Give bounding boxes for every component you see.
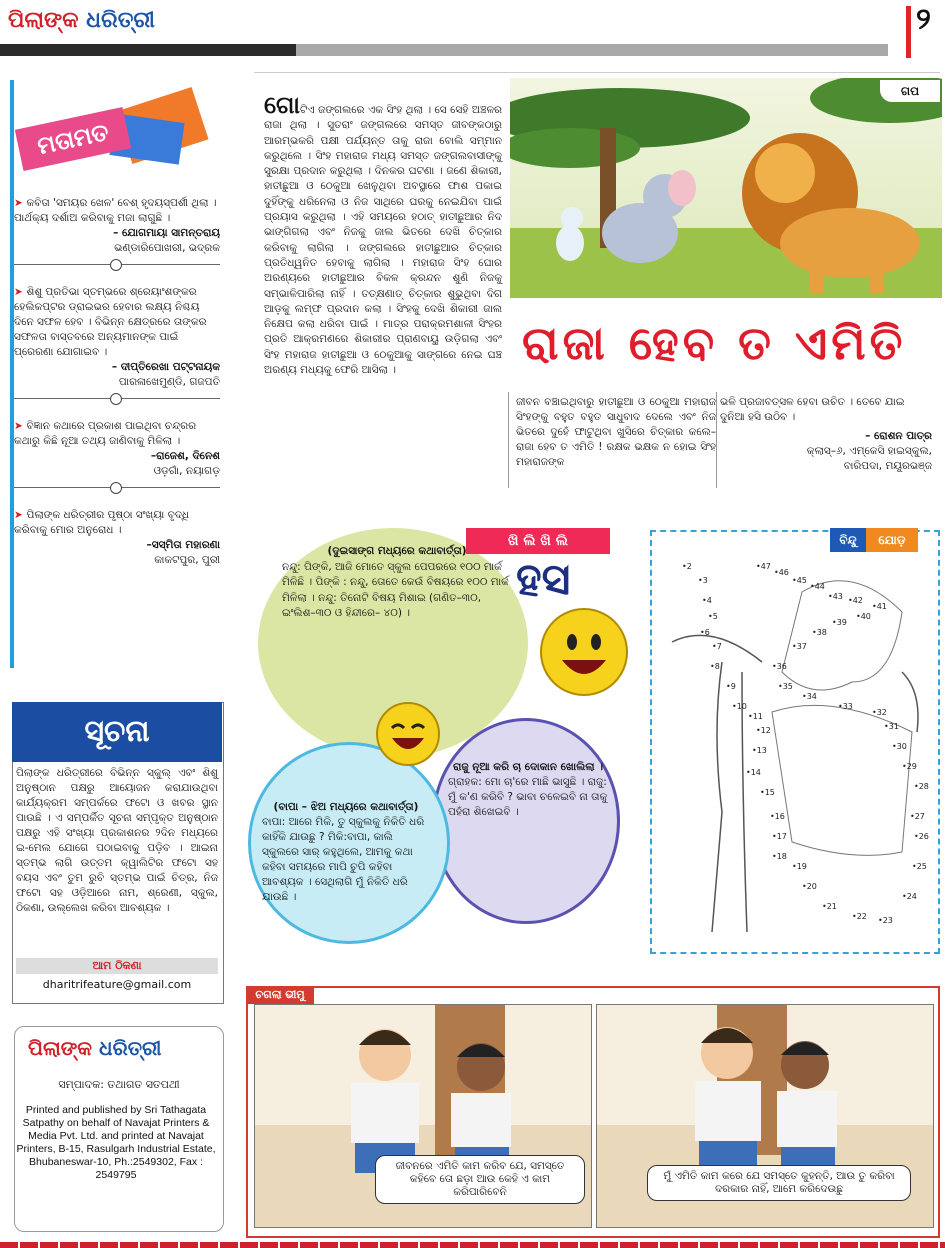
dot-number: •44	[810, 582, 825, 591]
dot-number: •24	[902, 892, 917, 901]
dot-number: •21	[822, 902, 837, 911]
opinion-title: ମତାମତ	[15, 107, 131, 171]
story-author: – ରୋଶନ ପାତ୍ର	[865, 430, 932, 442]
footer-rule	[0, 1242, 945, 1248]
letters-list	[14, 196, 220, 576]
divider-ornament	[14, 398, 220, 409]
joke-text: ନନ୍ଦୁ: ପିଙ୍କି, ଆଜି ମୋତେ ସ୍କୁଲ ପେପରରେ ୧୦୦ ମାର୍କ ମିଳିଛି । ପିଙ୍କି : ନନ୍ଦୁ, ତୋତେ କେଉଁ ବିଷୟରେ ୧୦୦ ମାର୍କ ମିଳିଲା । ନନ୍ଦୁ: ତିନୋଟି ବିଷୟ ମିଶାଇ (ଗଣିତ–୩୦, ଇଂଲିଶ–୩୦ ଓ ହିନ୍ଦୀରେ– ୪୦) ।	[282, 560, 509, 619]
dot-number: •5	[708, 612, 718, 621]
logo-text-2: ଧରିତ୍ରୀ	[86, 8, 155, 33]
letter-item	[14, 508, 220, 568]
joke-text: ଗ୍ରାହକ: ମୋ ଚା'ରେ ମାଛି ଭାସୁଛି । ରାଜୁ: ମୁଁ କ'ଣ କରିବି ? ଭାବା ଚଳେଇବି ନା ତାକୁ ପହଁରା ଶିଖେଇବି ।	[448, 776, 608, 818]
smiley-face-icon	[542, 610, 626, 694]
dot-number: •6	[700, 628, 710, 637]
page-number: ୨	[916, 2, 931, 37]
header-rule-light	[296, 44, 888, 56]
dot-number: •14	[746, 768, 761, 777]
dot-number: •36	[772, 662, 787, 671]
contact-email[interactable]: dharitrifeature@gmail.com	[42, 978, 192, 991]
dot-number: •47	[756, 562, 771, 571]
jungle-scene-image	[510, 78, 942, 298]
editor-line: ସମ୍ପାଦକ: ତଥାଗତ ସତପଥୀ	[58, 1078, 180, 1091]
address-label: ଆମ ଠିକଣା	[16, 958, 218, 974]
dot-number: •27	[910, 812, 925, 821]
story-text: ଟିଏ ଜଙ୍ଗଲରେ ଏକ ସିଂହ ଥିଲା । ସେ ସେହି ଅଞ୍ଚଳର ରାଜା ଥିଲା । ସୁତରାଂ ଜଙ୍ଗଲରେ ସମସ୍ତ ଜୀବଙ୍କଠାରୁ ଆରମ୍ଭକରି ପକ୍ଷୀ ପର୍ଯ୍ୟନ୍ତ ତାକୁ ରାଜା ବୋଲି ସମ୍ମାନ କରୁଥିଲେ । ସିଂହ ମହାରାଜ ମଧ୍ୟ ସମସ୍ତ ଜଙ୍ଗଲବାସୀଙ୍କୁ ସୁରକ୍ଷା ପ୍ରଦାନ କରୁଥିଲା । ଦିନକର ଘଟଣା । ଜଣେ ଶିକାରୀ, ହାତୀଛୁଆ ଓ ଠେକୁଆ ଖେଳୁଥିବା ଅବସ୍ଥାରେ ଫାଶ ପକାଇ ଦୁହିଁଙ୍କୁ ଧରିନେଲା ଓ ନିଜ ସାଥିରେ ଘରକୁ ନେଇଯିବା ପାଇଁ ପ୍ରୟାସ କରୁଥିଲା । ଏହି ସମୟରେ ହଠାତ୍ ହାତୀଛୁଆର ନିଦ ଭାଙ୍ଗିଗଲା ଏବଂ ନିଜକୁ ଜାଲ ଭିତରେ ଦେଖି ଚିତ୍କାର କରିବାକୁ ଲାଗିଲା । ଜଙ୍ଗଲରେ ହାତୀଛୁଆର ଚିତ୍କାର ପ୍ରତିଧ୍ୱନିତ ହେବାକୁ ଲାଗିଲା । ମହାରାଜ ସିଂହ ଘୋର ଅରଣ୍ୟରେ ହାତୀଛୁଆର ବିକଳ କ୍ରନ୍ଦନ ଶୁଣି ନିଜକୁ ସମ୍ଭାଳିପାରିଲା ନାହିଁ । ତତ୍‌କ୍ଷଣାତ୍ ଚିତ୍କାର ଶୁଭୁଥିବା ଦିଗ ଆଡ଼କୁ ଲମ୍ଫ ପ୍ରଦାନ କଲା । ସିଂହକୁ ଦେଖି ଶିକାରୀ ଜାଲ ନିକ୍ଷେପ କଲା ଧରିବା ପାଇଁ । ମାତ୍ର ପରାକ୍ରମଶାଳୀ ସିଂହର ପ୍ରତି ଆକ୍ରମଣରେ ଶିକାରୀର ପ୍ରାଣବାୟୁ ଉଡ଼ିଗଲା ଏବଂ ସିଂହ ମହାରାଜ ହାତୀଛୁଆ ଓ ଠେକୁଆକୁ ସାଙ୍ଗରେ ନେଇ ଘଞ୍ଚ ଅରଣ୍ୟ ମଧ୍ୟକୁ ଫେରି ଆସିଲା ।	[264, 104, 502, 377]
dot-number: •32	[872, 708, 887, 717]
comic-tag: ଚଗଲା ଭୀମୁ	[246, 986, 314, 1004]
story-headline: ରାଜା ହେବ ତ ଏମିତି	[522, 316, 907, 370]
joke-heading: ରାଜୁ ନୂଆ କରି ଚା ଦୋକାନ ଖୋଲିଲା ।	[453, 761, 603, 773]
dot-number: •15	[760, 788, 775, 797]
column-divider	[716, 392, 717, 488]
dot-number: •17	[772, 832, 787, 841]
dot-number: •39	[832, 618, 847, 627]
masthead-logo	[8, 8, 155, 33]
speech-bubble: ମୁଁ ଏମିତି କାମ କରେ ଯେ ସମସ୍ତେ କୁହନ୍ତି, ଆଉ ତୁ କରିବା ଦରକାର ନାହିଁ, ଆମେ କରିଦେଉଛୁ	[647, 1165, 911, 1201]
dot-number: •28	[914, 782, 929, 791]
speech-bubble: ଜୀବନରେ ଏମିତି କାମ କରିବ ଯେ, ସମସ୍ତେ କହିବେ ତୋ ଛଡ଼ା ଆଉ କେହି ଏ କାମ କରିପାରିବେନି	[375, 1155, 585, 1204]
letter-place: ପାରଳାଖେମୁଣ୍ଡି, ଗଜପତି	[118, 376, 220, 388]
dot-number: •31	[884, 722, 899, 731]
dot-number: •30	[892, 742, 907, 751]
section-tag: ଗପ	[880, 80, 940, 102]
letter-text: ବିଜ୍ଞାନ କଥାରେ ପ୍ରକାଶ ପାଇଥିବା ଚନ୍ଦ୍ରର କଥାରୁ କିଛି ନୂଆ ତଥ୍ୟ ଜାଣିବାକୁ ମିଳିଲା ।	[14, 420, 197, 447]
joke-2	[262, 800, 430, 905]
dot-number: •42	[848, 596, 863, 605]
arrow-icon: ➤	[14, 197, 27, 209]
letter-text: ଶିଶୁ ପ୍ରତିଭା ସ୍ତମ୍ଭରେ ଶ୍ରେୟାଂଶଙ୍କର ହେଲିକପ୍ଟର ଡ୍ରାଇଭର ହେବାର ଲକ୍ଷ୍ୟ ନିଶ୍ଚୟ ଦିନେ ସଫଳ ହେବ । ବିଭିନ୍ନ କ୍ଷେତ୍ରରେ ତାଙ୍କର ସଫଳତା ବାସ୍ତବରେ ଅନ୍ୟମାନଙ୍କ ପାଇଁ ପ୍ରେରଣା ଯୋଗାଇବ ।	[14, 286, 207, 358]
letter-item	[14, 419, 220, 479]
dot-number: •13	[752, 746, 767, 755]
story-author-place: ବାରିପଦା, ମୟୂରଭଞ୍ଜ	[843, 460, 932, 472]
jokes-title: ହସ	[516, 554, 571, 605]
dot-number: •18	[772, 852, 787, 861]
story-column-2: ଜୀବନ ବଞ୍ଚାଇଥିବାରୁ ହାତୀଛୁଆ ଓ ଠେକୁଆ ମହାରାଜ ସିଂହଙ୍କୁ ବହୁତ ବହୁତ ସାଧୁବାଦ ଦେଲେ ଏବଂ ନିଜ ଭିତରେ ଦୁହେଁ ଫାଟୁଥିବା ଖୁସିରେ ଚିତ୍କାର କଲେ– ରାଜା ହେବ ତ ଏମିତି ! ରକ୍ଷକ ଭକ୍ଷକ ନ ହୋଇ ସିଂହ ମହାରାଜଙ୍କ	[516, 396, 716, 468]
notice-body: ପିଲାଙ୍କ ଧରିତ୍ରୀରେ ବିଭିନ୍ନ ସ୍କୁଲ୍ ଏବଂ ଶିଶୁ ଅନୁଷ୍ଠାନ ପକ୍ଷରୁ ଆୟୋଜନ କରାଯାଉଥିବା କାର୍ଯ୍ୟକ୍ରମ ସମ୍ପର୍କରେ ଫଟୋ ଓ ଖବର ସ୍ଥାନ ପାଉଛି । ଏ ସମ୍ପର୍କିତ ସୂଚନା ସମ୍ପୃକ୍ତ ଅନୁଷ୍ଠାନ ପକ୍ଷରୁ ଏହି ସଂଖ୍ୟା ପ୍ରକାଶନର ୨ଦିନ ମଧ୍ୟରେ ଇ-ମେଲ ଯୋଗେ ପଠାଇବାକୁ ପଡ଼ିବ । ଆଇନା ସ୍ତମ୍ଭ ଲାଗି ଉତ୍ତମ କ୍ୱାଲିଟିର ଫଟୋ ସହ ବୟସ ଏବଂ ତୁମ ରୁଚି ସ୍ତମ୍ଭ ପାଇଁ ଚିତ୍ର, ନିଜ ଫଟୋ ସହ ଓଡ଼ିଆରେ ନାମ, ଶ୍ରେଣୀ, ସ୍କୁଲ, ଠିକଣା, ଉଲ୍ଲେଖ କରିବା ଆବଶ୍ୟକ ।	[16, 767, 218, 914]
joke-3	[448, 760, 608, 820]
letter-author: – ଦୀପ୍ତିରେଖା ପଟ୍ଟନାୟକ	[111, 361, 220, 373]
page-number-divider	[906, 6, 911, 58]
column-divider	[508, 392, 509, 488]
jokes-tag: ଖି ଲି ଖି ଲି	[466, 528, 610, 554]
dot-number: •16	[770, 812, 785, 821]
dot-number: •38	[812, 628, 827, 637]
dot-number: •37	[792, 642, 807, 651]
dot-number: •9	[726, 682, 736, 691]
dot-number: •35	[778, 682, 793, 691]
story-illustration	[510, 78, 942, 298]
letter-place: ଓଡ଼ଗାଁ, ନୟାଗଡ଼	[153, 465, 220, 477]
letter-place: ଭଣ୍ଡାରିପୋଖରୀ, ଭଦ୍ରକ	[114, 242, 220, 254]
dot-number: •33	[838, 702, 853, 711]
imprint-text: Printed and published by Sri Tathagata Satpathy on behalf of Navajat Printers & Media Pvt. Ltd. and printed at Navajat Printers, B-15, Rasulgarh Industrial Estate, Bhubaneswar-10, Ph.:2549302, Fax : 2549795	[16, 1104, 216, 1181]
puzzle-tag: ବିନ୍ଦୁ	[830, 528, 866, 552]
drop-cap: ଗୋ	[264, 91, 300, 119]
dot-number: •19	[792, 862, 807, 871]
dot-number: •11	[748, 712, 763, 721]
dot-number: •46	[774, 568, 789, 577]
dot-number: •25	[912, 862, 927, 871]
joke-heading: (ଦୁଇସାଙ୍ଗ ମଧ୍ୟରେ କଥାବାର୍ତ୍ତା)	[327, 545, 467, 557]
notice-title: ସୂଚନା	[12, 702, 222, 762]
smiley-face-icon	[378, 704, 438, 764]
imprint-logo	[28, 1036, 162, 1060]
letter-text: ପିଲାଙ୍କ ଧରିତ୍ରୀର ପୃଷ୍ଠା ସଂଖ୍ୟା ବୃଦ୍ଧି କରିବାକୁ ମୋର ଅନୁରୋଧ ।	[14, 509, 190, 536]
story-column-1	[264, 91, 502, 378]
dot-number: •7	[712, 642, 722, 651]
dot-number: •41	[872, 602, 887, 611]
letter-item	[14, 196, 220, 256]
logo-text-1: ପିଲାଙ୍କ	[8, 8, 79, 33]
dot-number: •26	[914, 832, 929, 841]
joke-1	[282, 544, 512, 622]
dot-number: •23	[878, 916, 893, 925]
joke-text: ବାପା: ଆରେ ମିକି, ତୁ ସ୍କୁଲକୁ ନିକିତି ଧରି କାହିଁକି ଯାଉଛୁ ? ମିକି:ବାପା, କାଲି ସ୍କୁଲରେ ସାର୍ କହୁଥିଲେ, ଆମକୁ କଥା କହିବା ସମୟରେ ମାପି ଚୁପି କହିବା ଆବଶ୍ୟକ । ସେଥିଲାଗି ମୁଁ ନିକିତି ଧରି ଯାଉଛି ।	[262, 816, 425, 903]
letter-author: –ରାଜେଶ, ଦିନେଶ	[150, 450, 220, 462]
letter-author: –ସସ୍ମିତା ମହାରଣା	[146, 539, 220, 551]
dot-number: •3	[698, 576, 708, 585]
dot-number: •29	[902, 762, 917, 771]
joke-bubble	[432, 718, 620, 924]
story-author-class: କ୍ଲାସ୍–୬, ଏମ୍‌କେସି ହାଇସ୍କୁଲ,	[806, 445, 932, 457]
puzzle-tag: ଯୋଡ଼	[866, 528, 918, 552]
dot-number: •22	[852, 912, 867, 921]
dot-number: •12	[756, 726, 771, 735]
divider-ornament	[14, 487, 220, 498]
comic-panel-1	[254, 1004, 592, 1228]
arrow-icon: ➤	[14, 509, 27, 521]
dot-number: •40	[856, 612, 871, 621]
arrow-icon: ➤	[14, 286, 27, 298]
divider-ornament	[14, 264, 220, 275]
dot-number: •2	[682, 562, 692, 571]
letter-author: – ଯୋଗମାୟା ସାମନ୍ତରାୟ	[113, 227, 220, 239]
dot-number: •8	[710, 662, 720, 671]
dot-number: •45	[792, 576, 807, 585]
dot-number: •10	[732, 702, 747, 711]
letter-text: କବିତା 'ସମୟର ଖେଳ' ବେଶ୍ ହୃଦୟସ୍ପର୍ଶୀ ଥିଲା । ପାର୍ଥକ୍ୟ ଦର୍ଶାଅ କରିବାକୁ ମଜା ଲାଗୁଛି ।	[14, 197, 217, 224]
joke-heading: (ବାପା – ଝିଅ ମଧ୍ୟରେ କଥାବାର୍ତ୍ତା)	[273, 801, 419, 813]
letter-place: କାକଟପୁର, ପୁରୀ	[154, 554, 220, 566]
dot-to-dot-puzzle	[650, 530, 940, 954]
dot-number: •4	[702, 596, 712, 605]
dot-number: •43	[828, 592, 843, 601]
laughing-smiley-icon	[376, 702, 440, 766]
arrow-icon: ➤	[14, 420, 27, 432]
story-text: ଭଳି ପ୍ରଜାବତ୍ସଳ ହେବା ଉଚିତ । ତେବେ ଯାଇ ଦୁନିଆ ହସି ଉଠିବ ।	[720, 396, 905, 423]
comic-panel-2	[596, 1004, 934, 1228]
logo-text-1: ପିଲାଙ୍କ	[28, 1036, 93, 1060]
story-column-3	[720, 395, 932, 474]
logo-text-2: ଧରିତ୍ରୀ	[99, 1036, 162, 1060]
dot-number: •34	[802, 692, 817, 701]
laughing-smiley-icon	[540, 608, 628, 696]
letter-item	[14, 285, 220, 390]
header-rule-dark	[0, 44, 296, 56]
dot-number: •20	[802, 882, 817, 891]
